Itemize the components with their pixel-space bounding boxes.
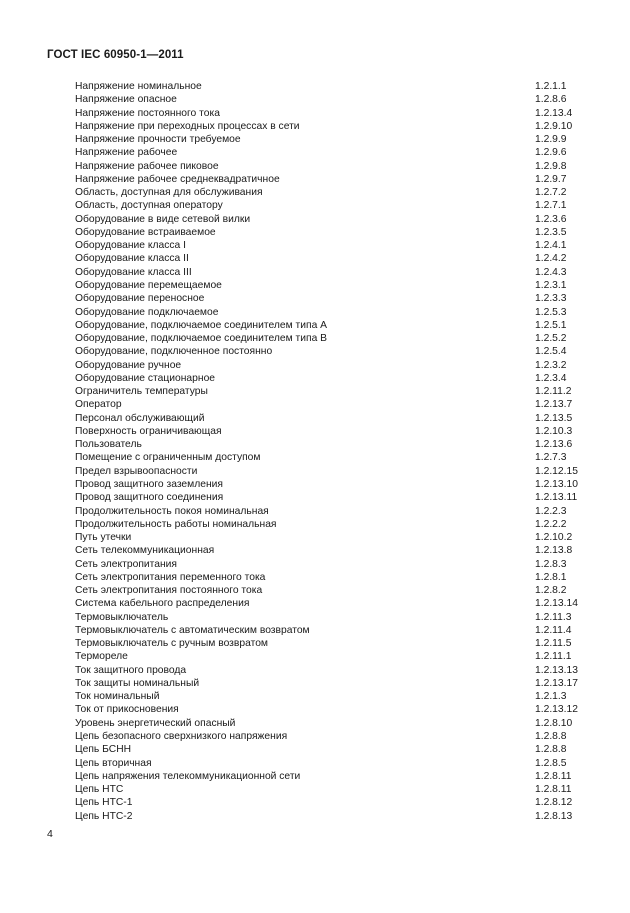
index-reference: 1.2.11.3 — [535, 611, 572, 623]
index-reference: 1.2.8.13 — [535, 810, 573, 822]
index-reference: 1.2.11.1 — [535, 651, 572, 663]
index-reference: 1.2.13.12 — [535, 704, 578, 716]
index-term: Цепь напряжения телекоммуникационной сети — [75, 770, 301, 782]
index-row — [75, 173, 595, 186]
index-term: Ограничитель температуры — [75, 386, 208, 398]
index-term: Оборудование переносное — [75, 293, 205, 305]
index-row — [75, 93, 595, 106]
index-reference: 1.2.3.1 — [535, 279, 567, 291]
index-term: Цепь НТС-2 — [75, 810, 133, 822]
index-term: Продолжительность покоя номинальная — [75, 505, 269, 517]
index-reference: 1.2.1.3 — [535, 691, 567, 703]
index-term: Напряжение рабочее — [75, 147, 178, 159]
index-term: Оборудование класса II — [75, 253, 189, 265]
index-row — [75, 252, 595, 265]
index-reference: 1.2.11.2 — [535, 386, 572, 398]
index-row — [75, 810, 595, 823]
index-reference: 1.2.11.5 — [535, 638, 572, 650]
index-term: Термовыключатель с ручным возвратом — [75, 638, 269, 650]
index-reference: 1.2.7.2 — [535, 187, 567, 199]
index-row — [75, 120, 595, 133]
index-term: Термовыключатель — [75, 611, 169, 623]
index-reference: 1.2.3.5 — [535, 226, 567, 238]
index-reference: 1.2.1.1 — [535, 81, 567, 92]
index-reference: 1.2.7.3 — [535, 452, 567, 464]
index-term: Продолжительность работы номинальная — [75, 518, 277, 530]
index-term: Цепь НТС — [75, 784, 124, 796]
index-row — [75, 160, 595, 173]
index-row — [75, 345, 595, 358]
index-reference: 1.2.3.2 — [535, 359, 567, 371]
index-term: Оборудование в виде сетевой вилки — [75, 213, 251, 225]
index-row — [75, 438, 595, 451]
index-term: Оборудование стационарное — [75, 372, 216, 384]
index-row — [75, 770, 595, 783]
index-term: Ток защиты номинальный — [75, 677, 200, 689]
index-row — [75, 425, 595, 438]
index-row — [75, 690, 595, 703]
index-term: Напряжение рабочее пиковое — [75, 160, 219, 172]
index-row — [75, 743, 595, 756]
page-number: 4 — [47, 828, 53, 840]
index-reference: 1.2.9.10 — [535, 120, 573, 132]
index-term: Ток от прикосновения — [75, 704, 179, 716]
index-term: Оборудование класса III — [75, 266, 192, 278]
index-row — [75, 133, 595, 146]
index-row — [75, 531, 595, 544]
index-reference: 1.2.13.17 — [535, 677, 578, 689]
index-row — [75, 226, 595, 239]
index-row — [75, 199, 595, 212]
index-row — [75, 478, 595, 491]
index-row — [75, 359, 595, 372]
index-list — [75, 80, 595, 823]
index-reference: 1.2.2.3 — [535, 505, 567, 517]
index-row — [75, 650, 595, 663]
index-row — [75, 677, 595, 690]
index-term: Термовыключатель с автоматическим возвратом — [75, 624, 310, 636]
index-row — [75, 703, 595, 716]
index-term: Оборудование перемещаемое — [75, 279, 222, 291]
index-term: Оборудование, подключаемое соединителем типа А — [75, 319, 328, 331]
index-reference: 1.2.13.10 — [535, 478, 578, 490]
index-reference: 1.2.13.8 — [535, 545, 573, 557]
index-row — [75, 266, 595, 279]
index-row — [75, 239, 595, 252]
index-reference: 1.2.5.2 — [535, 333, 567, 345]
index-reference: 1.2.10.3 — [535, 425, 573, 437]
index-row — [75, 637, 595, 650]
index-term: Цепь НТС-1 — [75, 797, 133, 809]
index-row — [75, 796, 595, 809]
index-term: Оборудование класса I — [75, 240, 186, 252]
index-reference: 1.2.9.7 — [535, 173, 567, 185]
index-row — [75, 558, 595, 571]
index-row — [75, 611, 595, 624]
index-reference: 1.2.10.2 — [535, 532, 573, 544]
index-row — [75, 717, 595, 730]
index-row — [75, 505, 595, 518]
index-term: Оператор — [75, 399, 122, 411]
index-term: Предел взрывоопасности — [75, 465, 198, 477]
index-row — [75, 186, 595, 199]
index-term: Цепь безопасного сверхнизкого напряжения — [75, 731, 288, 743]
index-row — [75, 306, 595, 319]
index-term: Область, доступная оператору — [75, 200, 223, 212]
index-row — [75, 279, 595, 292]
index-term: Уровень энергетический опасный — [75, 717, 236, 729]
index-reference: 1.2.5.4 — [535, 346, 567, 358]
index-term: Область, доступная для обслуживания — [75, 187, 263, 199]
index-row — [75, 757, 595, 770]
index-row — [75, 412, 595, 425]
index-term: Напряжение опасное — [75, 94, 177, 106]
index-row — [75, 107, 595, 120]
index-term: Сеть электропитания — [75, 558, 177, 570]
index-reference: 1.2.4.2 — [535, 253, 567, 265]
index-reference: 1.2.8.6 — [535, 94, 567, 106]
index-reference: 1.2.12.15 — [535, 465, 578, 477]
index-row — [75, 80, 595, 93]
index-term: Ток защитного провода — [75, 664, 187, 676]
index-term: Персонал обслуживающий — [75, 412, 205, 424]
index-reference: 1.2.8.12 — [535, 797, 573, 809]
index-row — [75, 518, 595, 531]
index-row — [75, 398, 595, 411]
index-row — [75, 465, 595, 478]
index-reference: 1.2.8.10 — [535, 717, 573, 729]
index-reference: 1.2.3.6 — [535, 213, 567, 225]
index-row — [75, 783, 595, 796]
index-term: Провод защитного соединения — [75, 492, 224, 504]
index-term: Оборудование встраиваемое — [75, 226, 216, 238]
index-reference: 1.2.13.14 — [535, 598, 578, 610]
index-row — [75, 372, 595, 385]
index-term: Напряжение при переходных процессах в сети — [75, 120, 300, 132]
index-row — [75, 597, 595, 610]
index-term: Провод защитного заземления — [75, 478, 223, 490]
index-reference: 1.2.13.4 — [535, 107, 573, 119]
index-term: Сеть телекоммуникационная — [75, 545, 215, 557]
index-reference: 1.2.2.2 — [535, 518, 567, 530]
index-row — [75, 664, 595, 677]
index-term: Оборудование ручное — [75, 359, 182, 371]
document-header: ГОСТ IEC 60950-1—2011 — [47, 49, 184, 61]
index-reference: 1.2.9.6 — [535, 147, 567, 159]
index-reference: 1.2.8.8 — [535, 731, 567, 743]
index-term: Сеть электропитания переменного тока — [75, 571, 266, 583]
index-row — [75, 451, 595, 464]
index-term: Термореле — [75, 651, 128, 663]
index-reference: 1.2.9.9 — [535, 134, 567, 146]
index-row — [75, 292, 595, 305]
index-term: Напряжение номинальное — [75, 81, 202, 92]
index-reference: 1.2.8.11 — [535, 770, 572, 782]
index-term: Оборудование, подключаемое соединителем типа В — [75, 333, 328, 345]
index-reference: 1.2.8.5 — [535, 757, 567, 769]
index-term: Напряжение прочности требуемое — [75, 134, 241, 146]
index-reference: 1.2.4.1 — [535, 240, 567, 252]
index-term: Помещение с ограниченным доступом — [75, 452, 261, 464]
index-row — [75, 332, 595, 345]
index-reference: 1.2.13.5 — [535, 412, 573, 424]
index-term: Путь утечки — [75, 532, 132, 544]
index-reference: 1.2.13.13 — [535, 664, 578, 676]
index-row — [75, 319, 595, 332]
index-term: Цепь БСНН — [75, 744, 132, 756]
index-row — [75, 544, 595, 557]
index-term: Напряжение постоянного тока — [75, 107, 220, 119]
index-term: Поверхность ограничивающая — [75, 425, 222, 437]
index-reference: 1.2.13.7 — [535, 399, 573, 411]
index-row — [75, 584, 595, 597]
index-reference: 1.2.4.3 — [535, 266, 567, 278]
index-reference: 1.2.13.6 — [535, 439, 573, 451]
index-term: Сеть электропитания постоянного тока — [75, 585, 263, 597]
index-reference: 1.2.3.4 — [535, 372, 567, 384]
index-row — [75, 491, 595, 504]
index-row — [75, 624, 595, 637]
index-reference: 1.2.9.8 — [535, 160, 567, 172]
index-term: Оборудование подключаемое — [75, 306, 219, 318]
index-reference: 1.2.8.11 — [535, 784, 572, 796]
index-reference: 1.2.8.3 — [535, 558, 567, 570]
index-reference: 1.2.11.4 — [535, 624, 572, 636]
index-term: Оборудование, подключенное постоянно — [75, 346, 273, 358]
index-row — [75, 385, 595, 398]
index-row — [75, 571, 595, 584]
index-reference: 1.2.7.1 — [535, 200, 567, 212]
index-term: Напряжение рабочее среднеквадратичное — [75, 173, 280, 185]
index-reference: 1.2.3.3 — [535, 293, 567, 305]
index-reference: 1.2.13.11 — [535, 492, 578, 504]
index-reference: 1.2.8.2 — [535, 585, 567, 597]
index-reference: 1.2.8.1 — [535, 571, 567, 583]
index-row — [75, 730, 595, 743]
index-term: Пользователь — [75, 439, 142, 451]
index-term: Ток номинальный — [75, 691, 160, 703]
index-reference: 1.2.5.1 — [535, 319, 567, 331]
index-term: Цепь вторичная — [75, 757, 152, 769]
index-reference: 1.2.8.8 — [535, 744, 567, 756]
index-reference: 1.2.5.3 — [535, 306, 567, 318]
index-term: Система кабельного распределения — [75, 598, 250, 610]
index-row — [75, 146, 595, 159]
index-row — [75, 213, 595, 226]
